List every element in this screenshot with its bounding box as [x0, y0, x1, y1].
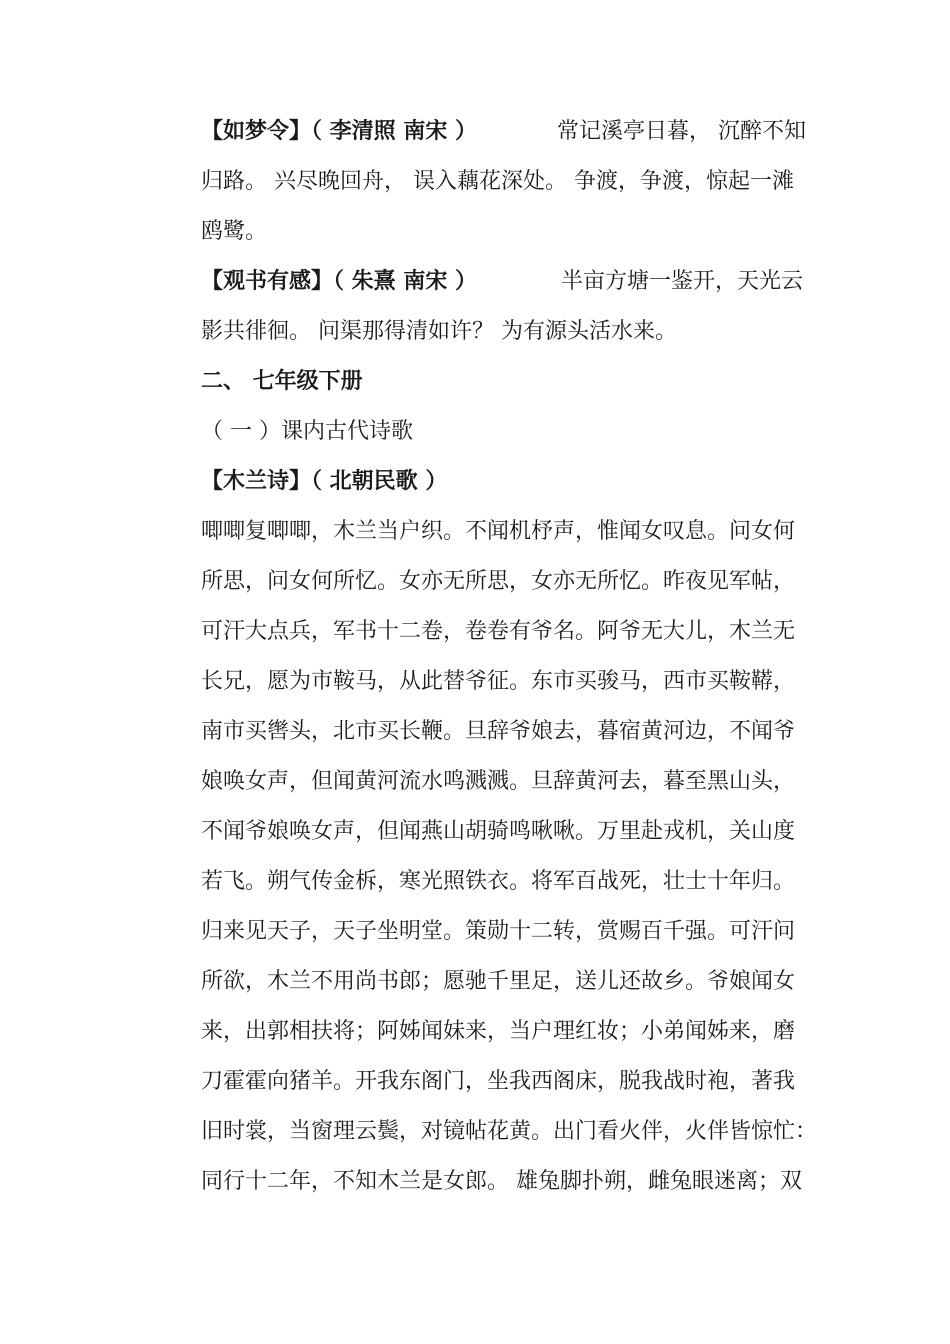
poem-text: 半亩方塘一鉴开，天光云: [560, 269, 803, 294]
poem-line: 南市买辔头，北市买长鞭。旦辞爷娘去，暮宿黄河边，不闻爷: [201, 719, 796, 744]
poem-line: 唧唧复唧唧，木兰当户织。不闻机杼声，惟闻女叹息。问女何: [201, 519, 796, 544]
poem-line: 所欲，木兰不用尚书郎；愿驰千里足，送儿还故乡。爷娘闻女: [201, 969, 796, 994]
poem-text: 常记溪亭日暮， 沉醉不知: [556, 119, 806, 144]
poem-line: 同行十二年，不知木兰是女郎。 雄兔脚扑朔，雌兔眼迷离；双: [201, 1169, 802, 1194]
poem-line: 来，出郭相扶将；阿姊闻妹来，当户理红妆；小弟闻姊来，磨: [201, 1019, 796, 1044]
poem-line: 影共徘徊。 问渠那得清如许？ 为有源头活水来。: [201, 319, 677, 344]
poem-title: 【观书有感】（ 朱熹 南宋 ）: [201, 269, 477, 294]
poem-line: [201, 262, 821, 302]
poem-line: 归路。 兴尽晚回舟， 误入藕花深处。 争渡，争渡，惊起一滩: [201, 169, 794, 194]
poem-line: [201, 112, 821, 152]
poem-line: 旧时裳，当窗理云鬓，对镜帖花黄。出门看火伴，火伴皆惊忙：: [201, 1119, 818, 1144]
poem-line: 刀霍霍向猪羊。开我东阁门，坐我西阁床，脱我战时袍，著我: [201, 1069, 796, 1094]
poem-line: 不闻爷娘唤女声，但闻燕山胡骑鸣啾啾。万里赴戎机，关山度: [201, 819, 796, 844]
poem-line: 归来见天子，天子坐明堂。策勋十二转，赏赐百千强。可汗问: [201, 919, 796, 944]
poem-title: 【如梦令】（ 李清照 南宋 ）: [201, 119, 477, 144]
subsection-heading: （ 一 ）课内古代诗歌: [201, 419, 413, 444]
poem-line: 娘唤女声，但闻黄河流水鸣溅溅。旦辞黄河去，暮至黑山头，: [201, 769, 796, 794]
poem-line: 所思，问女何所忆。女亦无所思，女亦无所忆。昨夜见军帖，: [201, 569, 796, 594]
poem-title: 【木兰诗】（ 北朝民歌 ）: [201, 469, 448, 494]
poem-line: 鸥鹭。: [201, 219, 268, 244]
section-heading: 二、 七年级下册: [201, 369, 363, 394]
poem-line: 若飞。朔气传金柝，寒光照铁衣。将军百战死，壮士十年归。: [201, 869, 796, 894]
poem-line: 长兄，愿为市鞍马，从此替爷征。东市买骏马，西市买鞍鞯，: [201, 669, 796, 694]
poem-line: 可汗大点兵，军书十二卷，卷卷有爷名。阿爷无大儿，木兰无: [201, 619, 796, 644]
